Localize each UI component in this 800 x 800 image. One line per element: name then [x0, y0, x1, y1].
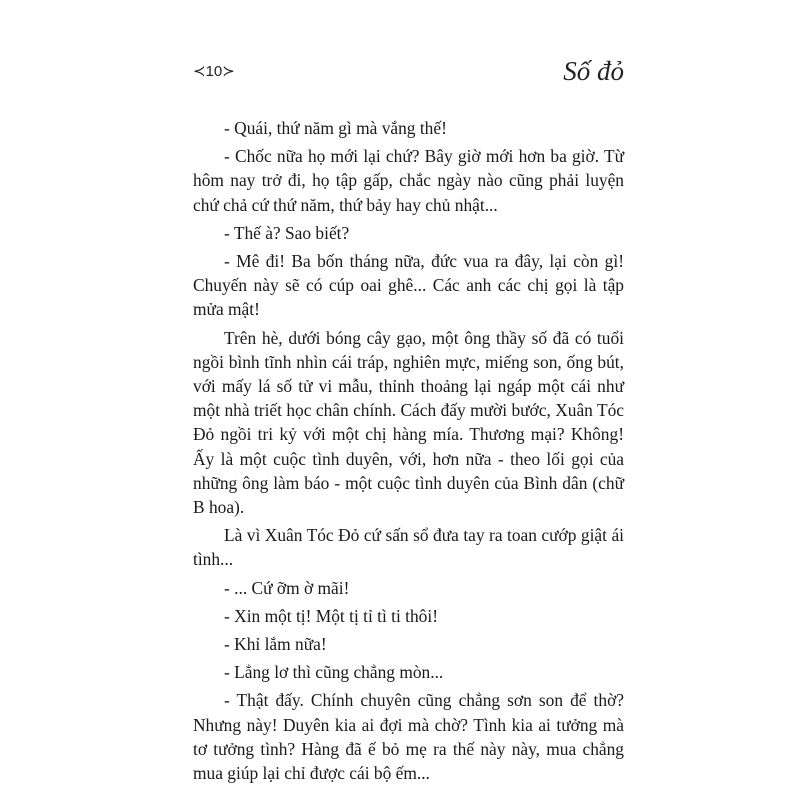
page-header [193, 58, 624, 98]
text-body [193, 116, 624, 785]
paragraph: - Xin một tị! Một tị tỉ tì ti thôi! [224, 605, 439, 626]
paragraph: - Lẳng lơ thì cũng chẳng mòn... [224, 662, 444, 683]
paragraph: Là vì Xuân Tóc Đỏ cứ sấn sổ đưa tay ra toan cướp giật ái tình... [193, 525, 624, 570]
paragraph: - Quái, thứ năm gì mà vắng thế! [224, 118, 447, 138]
paragraph: - Thật đấy. Chính chuyên cũng chẳng sơn son để thờ? Nhưng này! Duyên kia ai đợi mà chờ? Tình kia ai tưởng mà tơ tưởng tình? Hàng đã ế bỏ mẹ ra thế này này, mua chẳng mua giúp lại chỉ được cái bộ ếm... [193, 690, 624, 784]
paragraph: - ... Cứ ỡm ờ mãi! [224, 577, 350, 598]
page-number: ≺10≻ [193, 63, 235, 80]
paragraph: - Chốc nữa họ mới lại chứ? Bây giờ mới hơn ba giờ. Từ hôm nay trở đi, họ tập gấp, chắc ngày nào cũng phải luyện chứ chả cứ thứ năm, thứ bảy hay chủ nhật... [193, 146, 624, 215]
paragraph: Trên hè, dưới bóng cây gạo, một ông thầy số đã có tuổi ngồi bình tĩnh nhìn cái tráp, nghiên mực, miếng son, ống bút, với mấy lá số tử vi mẫu, thỉnh thoảng lại ngáp một cái như một nhà triết học chân chính. Cách đấy mười bước, Xuân Tóc Đỏ ngồi tri kỷ với một chị hàng mía. Thương mại? Không! Ấy là một cuộc tình duyên, với, hơn nữa - theo lối gọi của những ông làm báo - một cuộc tình duyên của Bình dân (chữ B hoa). [193, 327, 624, 518]
book-title: Số đỏ [563, 56, 624, 86]
paragraph: - Khỉ lắm nữa! [224, 634, 327, 655]
paragraph: - Mê đi! Ba bốn tháng nữa, đức vua ra đây, lại còn gì! Chuyến này sẽ có cúp oai ghê... Các anh các chị gọi là tập mửa mật! [193, 251, 624, 320]
paragraph: - Thế à? Sao biết? [224, 222, 350, 243]
